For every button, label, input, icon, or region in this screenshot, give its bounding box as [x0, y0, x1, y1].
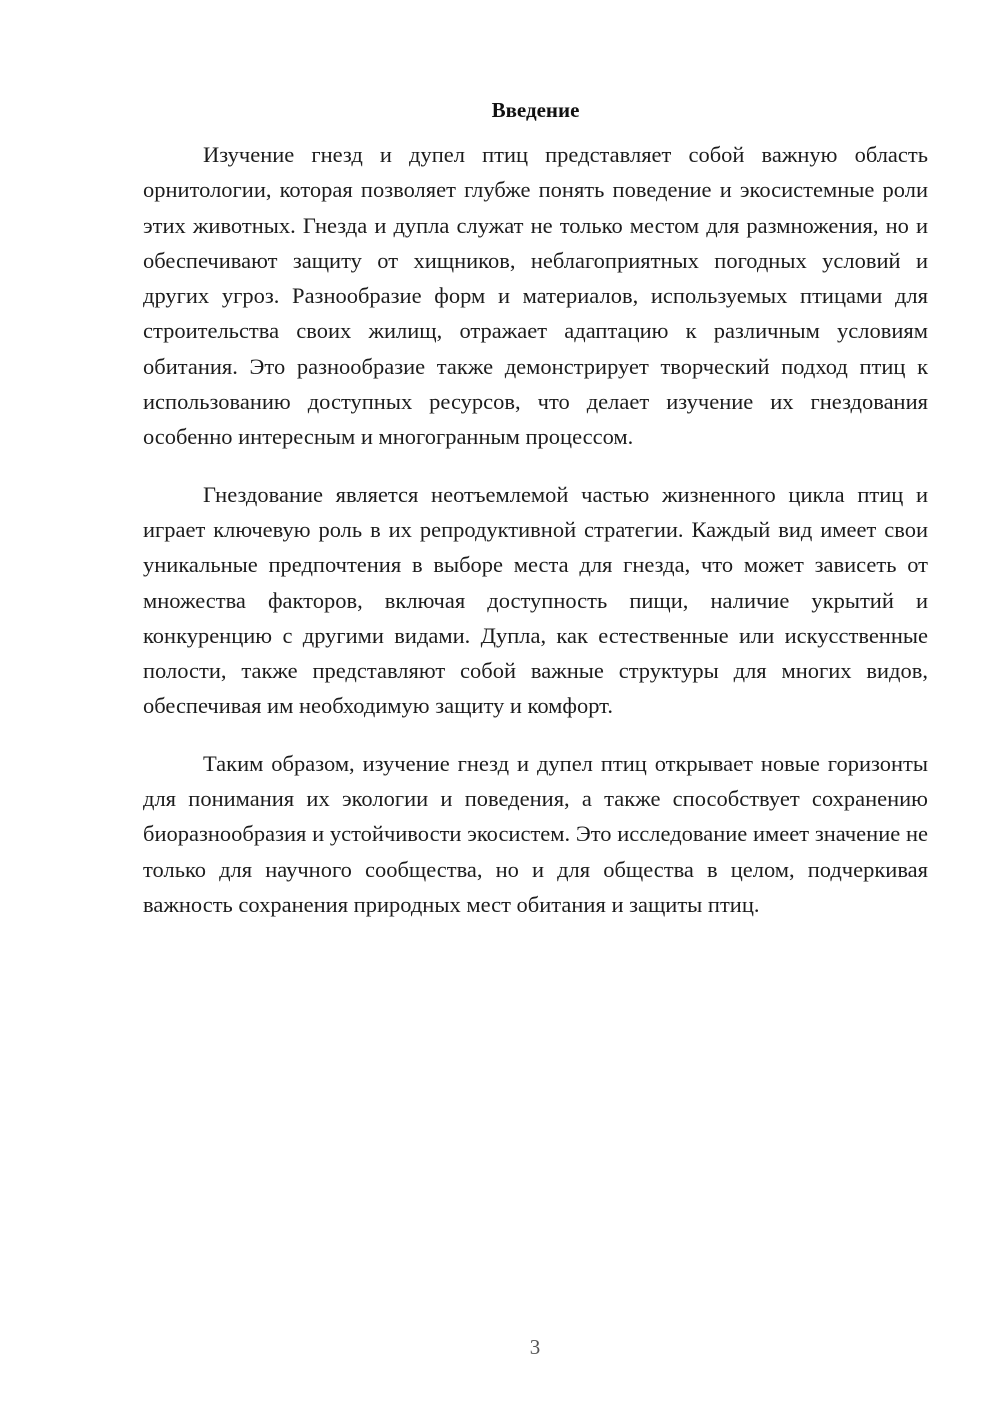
- section-heading: Введение: [491, 98, 580, 122]
- paragraph-2: Гнездование является неотъемлемой частью жизненного цикла птиц и играет ключевую роль в их репродуктивной стратегии. Каждый вид имеет свои уникальные предпочтения в выборе места для гнезда, что может зависеть от множества факторов, включая доступность пищи, наличие укрытий и конкуренцию с другими видами. Дупла, как естественные или искусственные полости, также представляют собой важные структуры для многих видов, обеспечивая им необходимую защиту и комфорт.: [143, 481, 928, 719]
- page-content: [143, 95, 928, 944]
- page-number: 3: [529, 1335, 541, 1359]
- paragraph-1: Изучение гнезд и дупел птиц представляет собой важную область орнитологии, которая позволяет глубже понять поведение и экосистемные роли этих животных. Гнезда и дупла служат не только местом для размножения, но и обеспечивают защиту от хищников, неблагоприятных погодных условий и других угроз. Разнообразие форм и материалов, используемых птицами для строительства своих жилищ, отражает адаптацию к различным условиям обитания. Это разнообразие также демонстрирует творческий подход птиц к использованию доступных ресурсов, что делает изучение их гнездования особенно интересным и многогранным процессом.: [143, 142, 928, 450]
- paragraph-3: Таким образом, изучение гнезд и дупел птиц открывает новые горизонты для понимания их экологии и поведения, а также способствует сохранению биоразнообразия и устойчивости экосистем. Это исследование имеет значение не только для научного сообщества, но и для общества в целом, подчеркивая важность сохранения природных мест обитания и защиты птиц.: [143, 750, 928, 917]
